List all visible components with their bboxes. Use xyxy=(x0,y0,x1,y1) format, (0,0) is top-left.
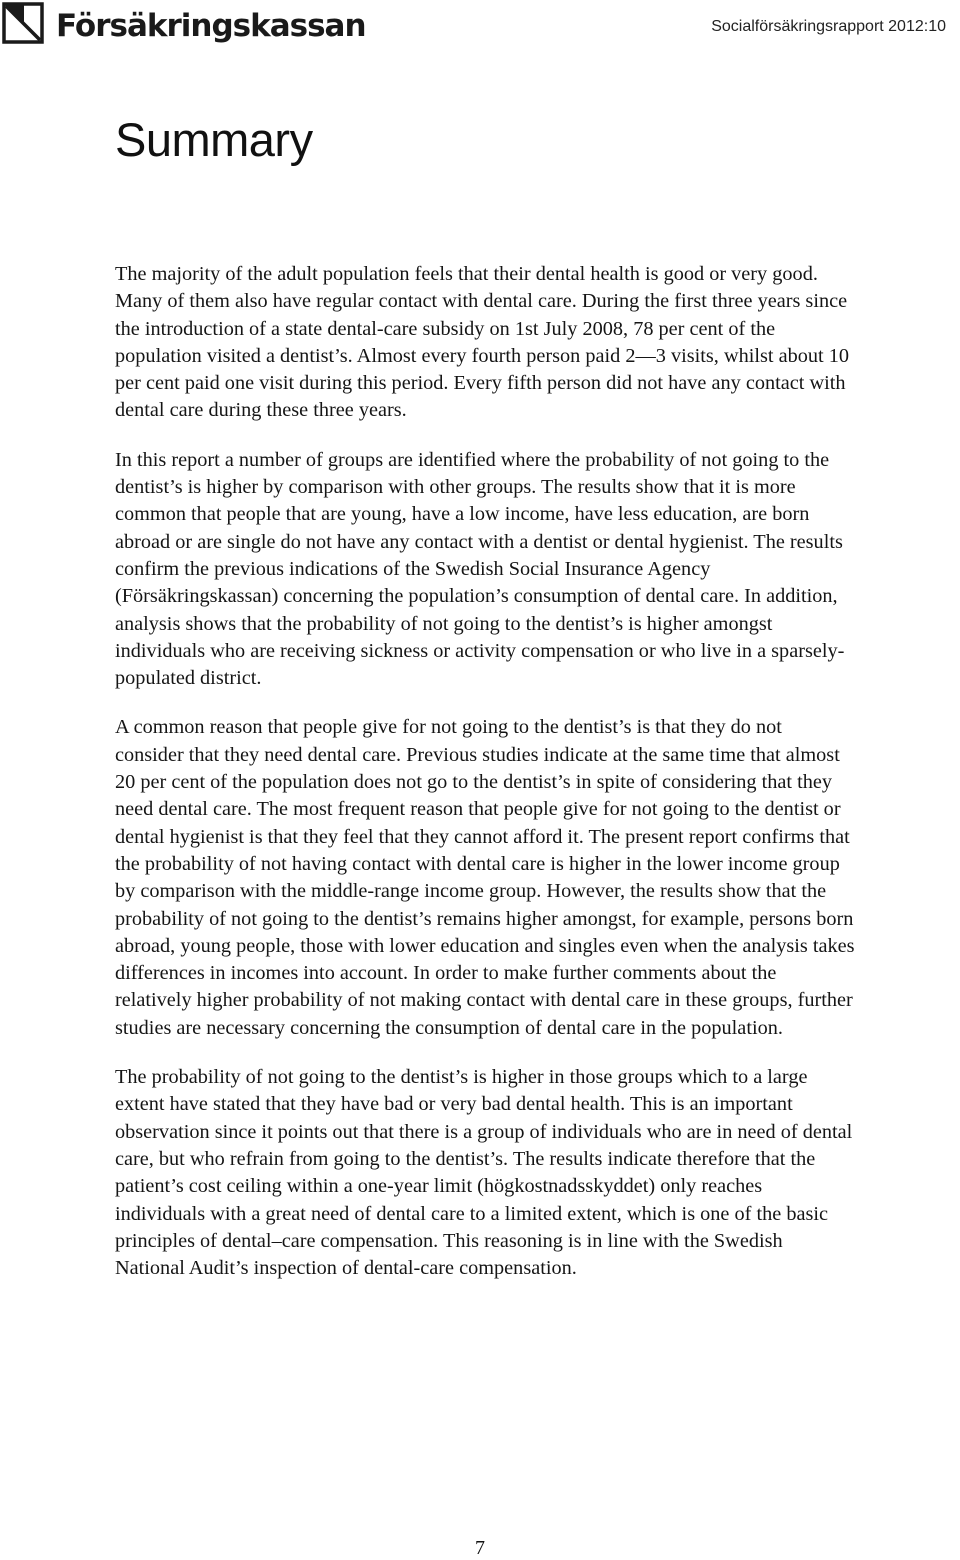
forsakringskassan-logo-icon xyxy=(2,2,44,44)
paragraph-4: The probability of not going to the dentist’s is higher in those groups which to a large extent have stated that they have bad or very bad dental health. This is an important observation since it points out that there is a group of individuals who are in need of dental care, but who refrain from going to the dentist’s. The results indicate therefore that the patient’s cost ceiling within a one-year limit (högkostnadsskyddet) only reaches individuals with a great need of dental care to a limited extent, which is one of the basic principles of dental–care compensation. This reasoning is in line with the Swedish National Audit’s inspection of dental-care compensation. xyxy=(115,1066,853,1280)
page-title: Summary xyxy=(115,113,313,166)
paragraph-3: A common reason that people give for not going to the dentist’s is that they do not consider that they need dental care. Previous studies indicate at the same time that almost 20 per cent of the population does not go to the dentist’s in spite of considering that they need dental care. The most frequent reason that people give for not going to the dentist or dental hygienist is that they feel that they cannot afford it. The present report confirms that the probability of not having contact with dental care is higher in the lower income group by comparison with the middle-range income group. However, the results show that the probability of not going to the dentist’s remains higher amongst, for example, persons born abroad, young people, those with lower education and singles even when the analysis takes differences in incomes into account. In order to make further comments about the relatively higher probability of not making contact with dental care in these groups, further studies are necessary concerning the consumption of dental care in the population. xyxy=(115,716,855,1039)
page-header xyxy=(0,0,960,60)
paragraph-2: In this report a number of groups are identified where the probability of not going to the dentist’s is higher by comparison with other groups. The results show that it is more common that people that are young, have a low income, have less education, are born abroad or are single do not have any contact with a dentist or dental hygienist. The results confirm the previous indications of the Swedish Social Insurance Agency (Försäkringskassan) concerning the population’s consumption of dental care. In addition, analysis shows that the probability of not going to the dentist’s is higher amongst individuals who are receiving sickness or activity compensation or who live in a sparsely-populated district. xyxy=(115,448,845,690)
body-text xyxy=(115,261,855,1304)
paragraph-1: The majority of the adult population feels that their dental health is good or very good. Many of them also have regular contact with dental care. During the first three years since the introduction of a state dental-care subsidy on 1st July 2008, 78 per cent of the population visited a dentist’s. Almost every fourth person paid 2—3 visits, whilst about 10 per cent paid one visit during this period. Every fifth person did not have any contact with dental care during these three years. xyxy=(115,263,850,422)
logo-text: Försäkringskassan xyxy=(56,8,366,44)
logo xyxy=(2,2,366,44)
report-id: Socialförsäkringsrapport 2012:10 xyxy=(711,18,946,35)
page-number: 7 xyxy=(475,1537,485,1559)
